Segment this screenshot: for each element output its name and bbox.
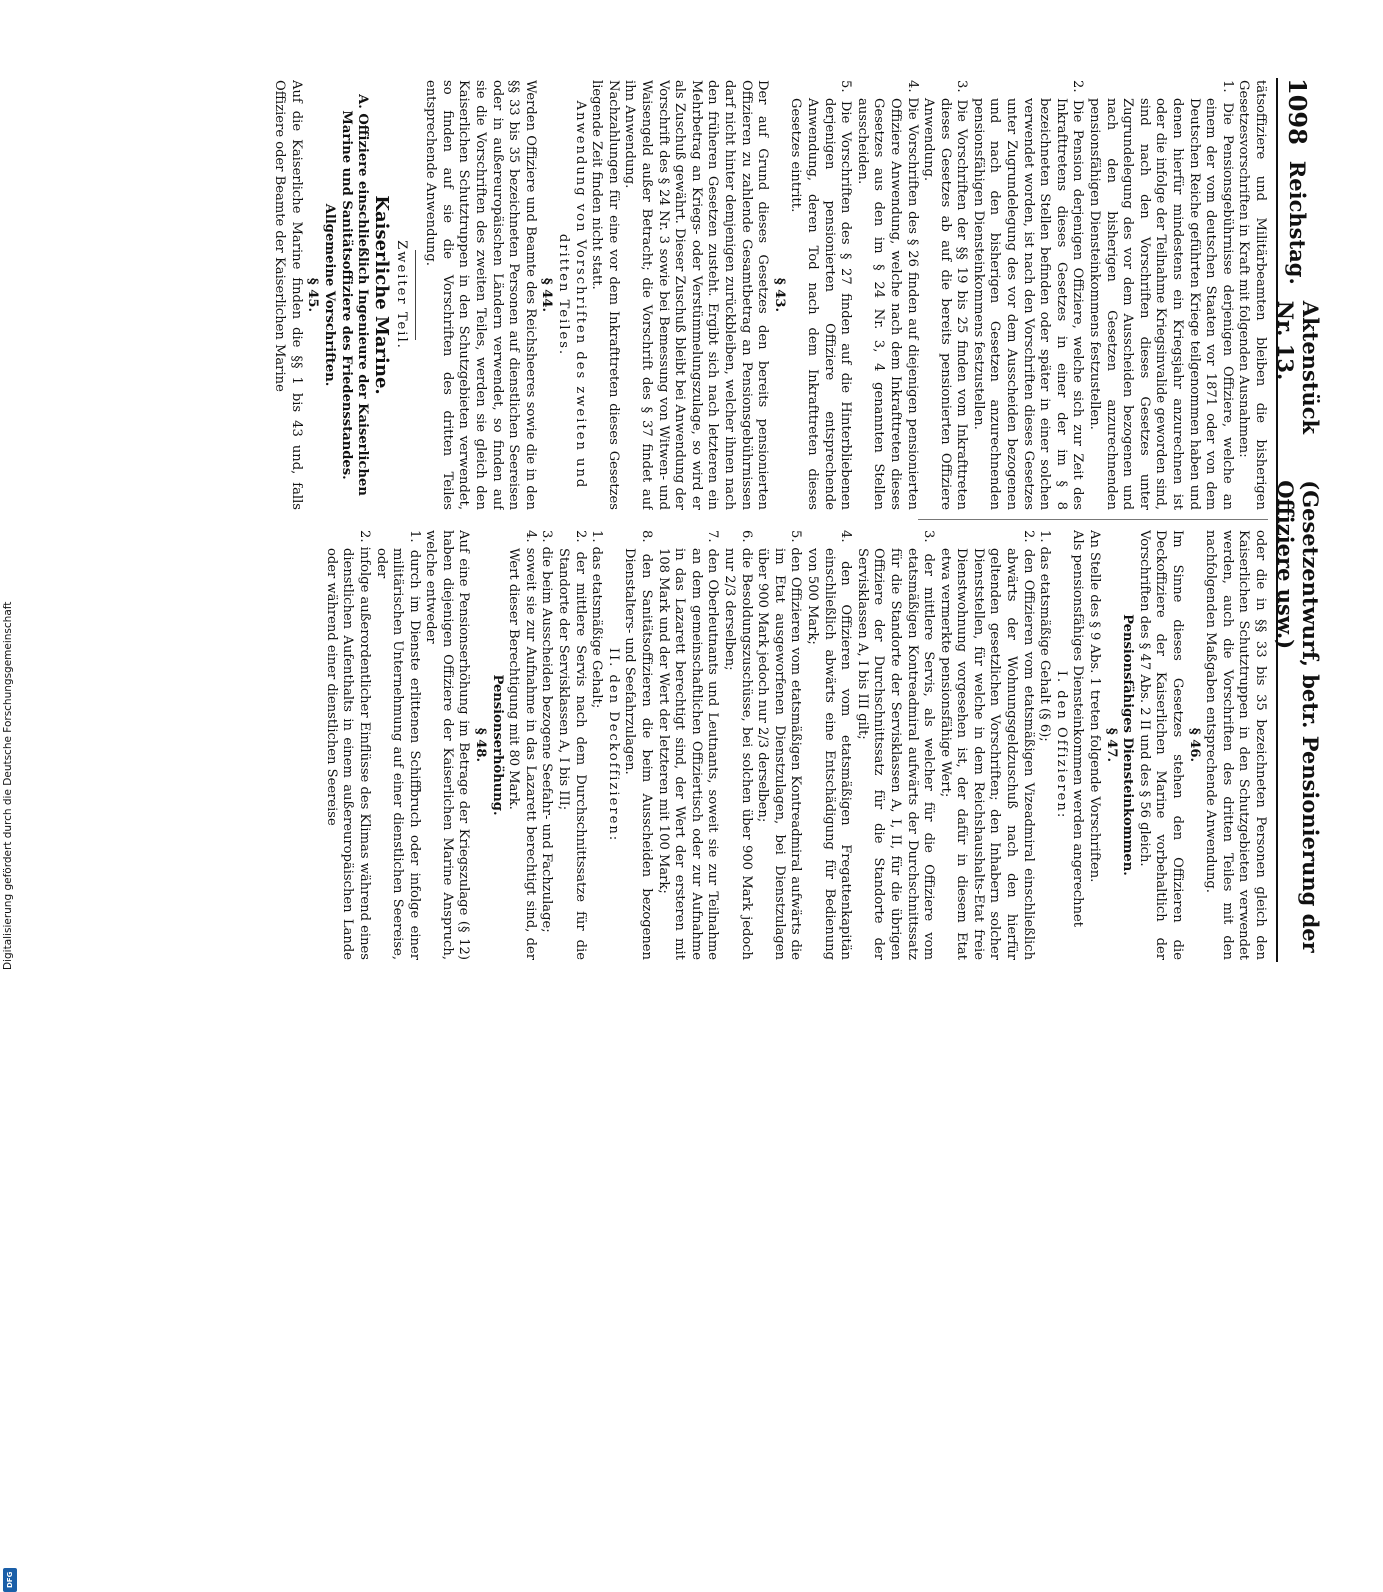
digitization-footer — [0, 600, 22, 1589]
paragraph: Als pensionsfähiges Diensteinkommen werden angerechnet — [1070, 530, 1086, 928]
left-column — [98, 80, 1268, 510]
centered-heading: Anwendung von Vorschriften des zweiten und dritten Teiles. — [556, 100, 588, 490]
list-item: 5. Die Vorschriften des § 27 finden auf die Hinterbliebenen derjenigen pensionierten Offiziere entsprechende Anwendung, deren Tod nach dem Inkrafttreten dieses Gesetzes eintritt. — [788, 80, 854, 510]
section-heading: § 45. — [305, 277, 321, 313]
right-column — [98, 530, 1268, 960]
list-item: 6. die Besoldungszuschüsse, bei solchen über 900 Mark jedoch nur 2/3 derselben; — [722, 530, 754, 960]
page-number: 1098 — [1283, 78, 1313, 145]
paragraph: Nachzahlungen für eine vor dem Inkrafttreten dieses Gesetzes liegende Zeit finden nicht statt. — [589, 80, 621, 510]
list-item: 8. den Sanitätsoffizieren die beim Ausscheiden bezogenen Dienstalters- und Seefahrzulagen. — [622, 530, 655, 960]
list-item: 2. der mittlere Servis nach dem Durchschnittssatze für die Standorte der Servisklassen A, I bis III; — [556, 530, 588, 960]
list-item: 1. Die Pensionsgebührnisse derjenigen Offiziere, welche an einem der vom deutschen Staaten vor 1871 oder von dem Deutschen Reiche geführten Kriege teilgenommen haben und denen hierfür mindestens ein Kriegsjahr anzurechnen ist oder die infolge der Teilnahme Kriegsinvalide geworden sind, sind nach den Vorschriften dieses Gesetzes unter Zugrundelegung des vor dem Ausscheiden bezogenen und nach den bisherigen Gesetzen anzurechnenden pensionsfähigen Diensteinkommens festzustellen. — [1087, 80, 1235, 510]
paragraph: Werden Offiziere und Beamte des Reichsheeres sowie die in den §§ 33 bis 35 bezeichneten Personen auf dienstlichen Seereisen oder in außereuropäischen Ländern verwendet, so finden auf sie die Vorschriften des zweiten Teiles, werden sie gleich den Kaiserlichen Schutztruppen in den Schutzgebieten verwendet, so finden auf sie die Vorschriften des dritten Teiles entsprechende Anwendung. — [423, 80, 538, 510]
header-subtitle: Aktenstück Nr. 13. — [1273, 300, 1323, 435]
list-item: 2. Die Pension derjenigen Offiziere, welche sich zur Zeit des Inkrafttretens dieses Gesetzes in einer der im § 8 bezeichneten Stellen befinden oder später in einer solchen verwendet worden, ist nach den Vorschriften dieses Gesetzes unter Zugrundelegung des vor dem Ausscheiden bezogenen und nach den bisherigen Gesetzen anzurechnenden pensionsfähigen Diensteinkommens festzustellen. — [970, 80, 1086, 510]
list-item: 1. das etatsmäßige Gehalt (§ 6); — [1037, 530, 1053, 742]
scanned-page — [80, 70, 1330, 970]
part-title: Kaiserliche Marine. — [371, 195, 393, 395]
header-title: Reichstag. — [1285, 160, 1311, 285]
list-item: 3. Die Vorschriften der §§ 19 bis 25 finden vom Inkrafttreten dieses Gesetzes ab auf die bereits pensionierten Offiziere Anwendung. — [921, 80, 970, 510]
list-item: 4. Die Vorschriften des § 26 finden auf diejenigen pensionierten Offiziere Anwendung, welche nach dem Inkrafttreten dieses Gesetzes aus den im § 24 Nr. 3, 4 genannten Stellen ausscheiden. — [854, 80, 920, 510]
section-heading: Allgemeine Vorschriften. — [321, 203, 337, 387]
paragraph: An Stelle des § 9 Abs. 1 treten folgende Vorschriften. — [1087, 530, 1103, 883]
paragraph: oder die in §§ 33 bis 35 bezeichneten Personen gleich den Kaiserlichen Schutztruppen in den Schutzgebieten verwendet werden, auch die Vorschriften des dritten Teiles mit den nachfolgenden Maßgaben entsprechende Anwendung. — [1203, 530, 1268, 960]
list-item: 3. der mittlere Servis, als welcher für die Offiziere vom etatsmäßigen Kontreadmiral aufwärts der Durchschnittssatz für die Standorte der Servisklassen A, I, II, für die übrigen Offiziere der Durchschnittssatz für die Standorte der Servisklassen A, I bis III gilt; — [854, 530, 937, 960]
paragraph: Auf die Kaiserliche Marine finden die §§ 1 bis 43 und, falls Offiziere oder Beamte der Kaiserlichen Marine — [272, 80, 304, 510]
paragraph: Auf eine Pensionserhöhung im Betrage der Kriegszulage (§ 12) haben diejenigen Offiziere der Kaiserlichen Marine Anspruch, welche entweder — [423, 530, 472, 960]
list-item: 2. infolge außerordentlicher Einflüsse des Klimas während eines dienstlichen Aufenthalts in einem außereuropäischen Lande oder während einer dienstlichen Seereise — [323, 530, 372, 960]
list-item: 7. den Oberleutnants und Leutnants, soweit sie zur Teilnahme an dem gemeinschaftlichen Offiziertisch oder zur Aufnahme in das Lazarett berechtigt sind, der Wert der ersteren mit 108 Mark und der Wert der letzteren mit 100 Mark; — [655, 530, 721, 960]
list-item: 5. den Offizieren vom etatsmäßigen Kontreadmiral aufwärts die im Etat ausgeworfenen Dienstzulagen, bei Dienstzulagen über 900 Mark jedoch nur 2/3 derselben; — [755, 530, 804, 960]
list-item: 4. soweit sie zur Aufnahme in das Lazarett berechtigt sind, der Wert dieser Berechtigung mit 80 Mark. — [506, 530, 538, 960]
list-item: 1. das etatsmäßige Gehalt; — [589, 530, 605, 709]
list-item: 3. die beim Ausscheiden bezogene Seefahr- und Fachzulage; — [539, 530, 555, 933]
header-description: (Gesetzentwurf, betr. Pensionierung der Offiziere usw.) — [1273, 480, 1323, 953]
part-subtitle: A. Offiziere einschließlich Ingenieure der Kaiserlichen Marine und Sanitätsoffiziere des Friedensstandes. — [338, 94, 371, 496]
section-heading: § 46. — [1186, 727, 1202, 763]
paragraph: Im Sinne dieses Gesetzes stehen den Offizieren die Deckoffiziere der Kaiserlichen Marine vorbehaltlich der Vorschriften des § 47 Abs. 2 II und des § 56 gleich. — [1136, 530, 1186, 960]
section-heading: § 48. — [473, 727, 489, 763]
section-heading: § 43. — [771, 277, 787, 313]
paragraph: Der auf Grund dieses Gesetzes den bereits pensionierten Offizieren zu zahlende Gesamtbetrag an Pensionsgebührnissen darf nicht hinter demjenigen zurückbleiben, welcher ihnen nach den früheren Gesetzen zusteht. Ergibt sich nach letzteren ein Mehrbetrag an Kriegs- oder Verstümmelungszulage, so wird er als Zuschuß gewährt. Dieser Zuschuß bleibt bei Anwendung der Vorschrift des § 24 Nr. 3 sowie bei Bemessung von Witwen- und Waisengeld außer Betracht; die Vorschrift des § 37 findet auf ihn Anwendung. — [622, 80, 771, 510]
list-item: 4. den Offizieren vom etatsmäßigen Fregattenkapitän einschließlich abwärts eine Entschädigung für Bedienung von 500 Mark; — [804, 530, 854, 960]
page-header — [1273, 78, 1323, 962]
section-heading: Pensionserhöhung. — [489, 674, 505, 816]
page-content — [80, 70, 1330, 970]
separator-rule — [415, 250, 416, 340]
centered-heading: II. den Deckoffizieren: — [605, 647, 621, 843]
centered-heading: I. den Offizieren: — [1053, 670, 1069, 820]
list-item: 1. durch im Dienste erlittenen Schiffbruch oder infolge einer militärischen Unternehmung auf einer dienstlichen Seereise, oder — [373, 530, 422, 960]
section-heading: § 44. — [539, 277, 555, 313]
section-heading: Pensionsfähiges Diensteinkommen. — [1120, 614, 1136, 876]
footer-credit: Digitalisierung gefördert durch die Deutsche Forschungsgemeinschaft — [2, 601, 14, 970]
dfg-logo: DFG — [3, 1568, 17, 1592]
paragraph: täts​offiziere und Militärbeamten bleiben die bisherigen Gesetzesvorschriften in Kraft mit folgenden Ausnahmen: — [1236, 80, 1268, 510]
column-divider — [918, 519, 1268, 520]
section-heading: § 47. — [1103, 727, 1119, 763]
centered-heading: Zweiter Teil. — [393, 240, 409, 350]
list-item: 2. den Offizieren vom etatsmäßigen Vizeadmiral einschließlich abwärts der Wohnungsgeldzuschuß nach den hierfür geltenden gesetzlichen Vorschriften; den Inhabern solcher Dienststellen, für welche in dem Reichshaushalts-Etat freie Dienstwohnung vorgesehen ist, der dafür in diesem Etat etwa vermerkte pensionsfähige Wert; — [937, 530, 1036, 960]
